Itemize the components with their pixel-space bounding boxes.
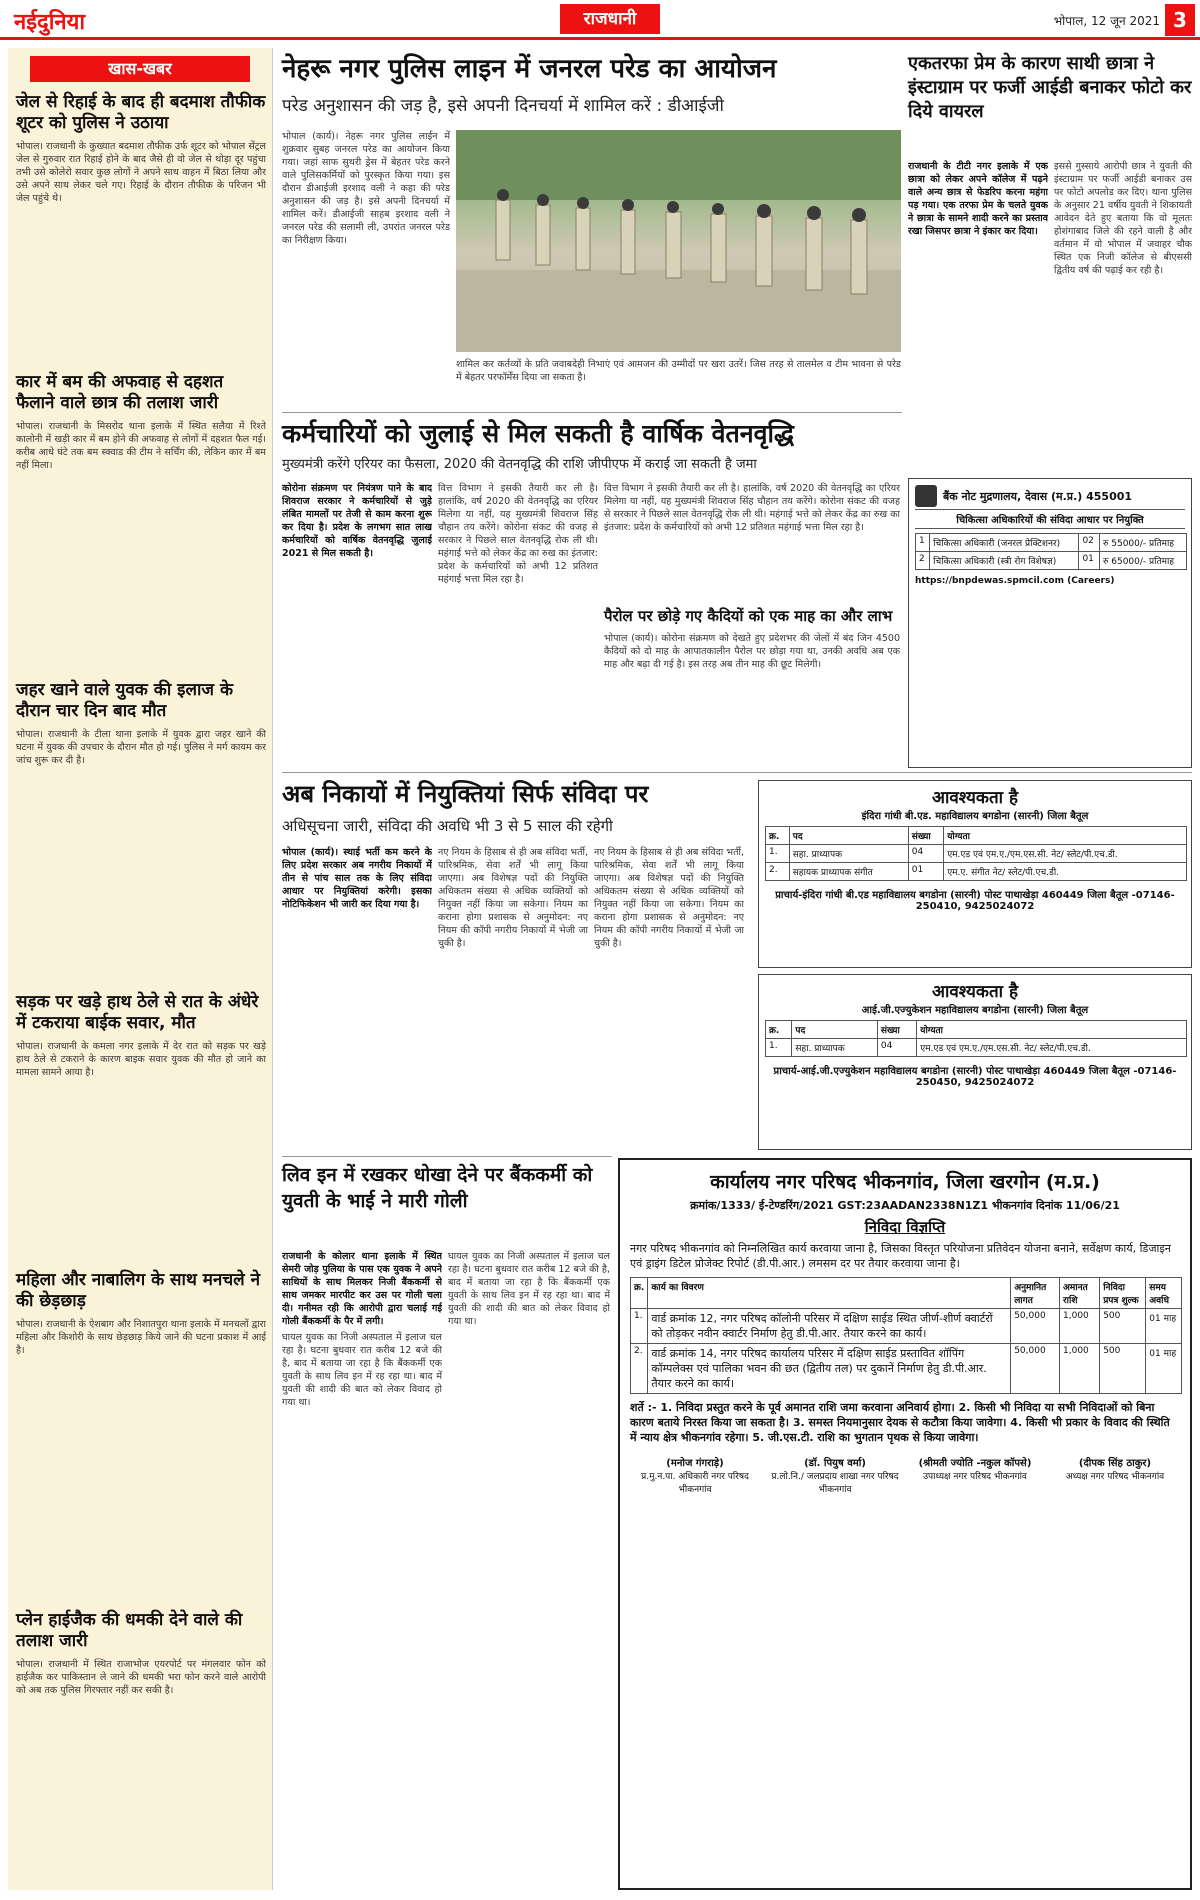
dateline: भोपाल, 12 जून 2021 [1053, 14, 1160, 28]
sidebar-story-headline: प्लेन हाईजैक की धमकी देने वाले की तलाश जारी [16, 1610, 243, 1651]
ad-title: आवश्यकता है [931, 788, 1018, 808]
story3-deck: मुख्यमंत्री करेंगे एरियर का फैसला, 2020 की वेतनवृद्धि की राशि जीपीएफ में कराई जा सकती है जमा [282, 457, 757, 472]
tender-table [630, 1277, 1182, 1394]
tender-notice [618, 1158, 1192, 1890]
table-row: 2. सहायक प्राध्यापक संगीत 01 एम.ए. संगीत नेट/ स्लेट/पी.एच.डी. [766, 863, 1187, 881]
sidebar-label: खास-खबर [30, 56, 250, 82]
story3-body: वित्त विभाग ने इसकी तैयारी कर ली है। हालांकि, वर्ष 2020 की वेतनवृद्धि का एरियर मिलेगा या नहीं, यह मुख्यमंत्री शिवराज सिंह चौहान तय करेंगे। कोरोना संकट की वजह से सरकार ने पिछले साल वेतनवृद्धि रोक ली थी। महंगाई भत्ते को लेकर केंद्र का रुख का इंतजार: प्रदेश के कर्मचारियों को अभी 12 प्रतिशत महंगाई भत्ता मिल रहा है। [438, 483, 598, 585]
table-header: क्र. पद संख्या योग्यता [766, 1021, 1187, 1039]
story5-headline: अब निकायों में नियुक्तियां सिर्फ संविदा पर [282, 780, 649, 808]
story6-lead: राजधानी के कोलार थाना इलाके में स्थित सेमरी जोड़ पुलिया के पास एक युवक ने अपने साथियों के साथ मिलकर निजी बैंककर्मी से साथ जमकर मारपीट कर उस पर गोली चला दी। गनीमत रही कि आरोपी द्वारा चलाई गई गोली बैंककर्मी के पैर में लगी। घायल युवक का निजी अस्पताल में इलाज चल रहा है। घटना बुधवार रात करीब 12 बजे की है, बाद में बताया जा रहा है कि बैंककर्मी एक युवती के साथ लिव इन में रह रहा था। बाद में युवती की शादी की बात को लेकर विवाद हो गया था। [282, 1251, 442, 1408]
table-row: 1. सहा. प्राध्यापक 04 एम.एड एवं एम.ए./एम.एस.सी. नेट/ स्लेट/पी.एच.डी. [766, 1039, 1187, 1057]
sidebar-story-4 [16, 992, 266, 1270]
ad-header [915, 485, 1185, 507]
story5-deck: अधिसूचना जारी, संविदा की अवधि भी 3 से 5 साल की रहेगी [282, 817, 613, 835]
table-row: 2. वार्ड क्रमांक 14, नगर परिषद कार्यालय परिसर में दक्षिण साईड प्रस्तावित शॉपिंग कॉम्पलेक्स एवं पालिका भवन की छत (द्वितीय तल) पर दुकानें निर्माण हेतु डी.पी.आर. तैयार करने का कार्य। 50,000 1,000 500 01 माह [631, 1344, 1182, 1394]
newspaper-logo: नईदुनिया [14, 9, 86, 35]
table-row: 1. वार्ड क्रमांक 12, नगर परिषद कॉलोनी परिसर में दक्षिण साईड स्थित जीर्ण-शीर्ण क्वार्टरों को तोड़कर नवीन क्वार्टर निर्माण हेतु डी.पी.आर. तैयार करने का कार्य। 50,000 1,000 500 01 माह [631, 1309, 1182, 1344]
divider [282, 772, 1192, 773]
story2-lead: राजधानी के टीटी नगर इलाके में एक छात्रा को लेकर अपने कॉलेज में पढ़ने वाले अन्य छात्र से फेडरिप करना महंगा पड़ गया। एक तरफा प्रेम के चलते युवक ने छात्रा के सामने शादी करने का प्रस्ताव रखा जिसपर छात्रा ने इंकार कर दिया। [908, 161, 1048, 237]
story3-lead: कोरोना संक्रमण पर नियंत्रण पाने के बाद शिवराज सरकार ने कर्मचारियों से जुड़े लंबित मामलों पर तेजी से काम करना शुरू कर दिया है। प्रदेश के लगभग सात लाख कर्मचारियों को वार्षिक वेतनवृद्धि जुलाई 2021 से मिल सकती है। [282, 483, 432, 559]
story1-headline: नेहरू नगर पुलिस लाइन में जनरल परेड का आयोजन [282, 54, 777, 84]
sidebar-story-6 [16, 1610, 266, 1884]
signer: (डॉ. पियुष वर्मा) प्र.लो.नि./ जलप्रदाय शाखा नगर परिषद भीकनगांव [771, 1458, 899, 1495]
sidebar-story-5 [16, 1270, 266, 1608]
sidebar-story-headline: महिला और नाबालिग के साथ मनचले ने की छेड़छाड़ [16, 1270, 260, 1311]
signer: (दीपक सिंह ठाकुर) अध्यक्ष नगर परिषद भीकनगांव [1065, 1458, 1165, 1482]
sidebar-story-body: भोपाल। राजधानी के टीला थाना इलाके में युवक द्वारा जहर खाने की घटना में युवक की उपचार के दौरान मौत हो गई। पुलिस ने मर्ग कायम कर जांच शुरू कर दी है। [16, 729, 266, 766]
table-header: क्र. पद संख्या योग्यता [766, 827, 1187, 845]
tender-ref: क्रमांक/1333/ ई-टेण्डरिंग/2021 GST:23AADAN2338N1Z1 भीकनगांव दिनांक 11/06/21 [690, 1199, 1120, 1212]
story1-deck: परेड अनुशासन की जड़ है, इसे अपनी दिनचर्या में शामिल करें : डीआईजी [282, 96, 724, 116]
ad-subtitle: आई.जी.एज्युकेशन महाविद्यालय बगडोना (सारनी) जिला बैतूल [861, 1005, 1089, 1016]
ad-footer: प्राचार्य-आई.जी.एज्युकेशन महाविद्यालय बगडोना (सारनी) पोस्ट पाथाखेड़ा 460449 जिला बैतूल -07146-250450, 9425024072 [773, 1066, 1177, 1088]
ad-url: https://bnpdewas.spmcil.com (Careers) [915, 576, 1115, 586]
bagdona-bed-ad [758, 780, 1192, 968]
signer: (मनोज गंगराड़े) प्र.मु.न.पा. अधिकारी नगर परिषद भीकनगांव [641, 1458, 749, 1495]
story6-headline: लिव इन में रखकर धोखा देने पर बैंककर्मी को युवती के भाई ने मारी गोली [282, 1164, 593, 1212]
bagdona-education-ad [758, 974, 1192, 1150]
story4-body: भोपाल (कार्य)। कोरोना संक्रमण को देखते हुए प्रदेशभर की जेलों में बंद जिन 4500 कैदियों को दो माह के आपातकालीन पैरोल पर छोड़ा गया था, उनकी अवधि अब एक माह और बढ़ा दी गई है। इस तरह अब तीन माह की छूट मिलेगी। [604, 633, 900, 670]
sidebar-story-headline: कार में बम की अफवाह से दहशत फैलाने वाले छात्र की तलाश जारी [16, 372, 224, 413]
tender-terms: शर्ते :- 1. निविदा प्रस्तुत करने के पूर्व अमानत राशि जमा करवाना अनिवार्य होगा। 2. किसी भी निविदा या सभी निविदाओं को बिना कारण बताये निरस्त किया जा सकता है। 3. समस्त नियमानुसार देयक से कटौत्रा किया जावेगा। 4. किसी भी प्रकार के विवाद की स्थिति में न्याय क्षेत्र भीकनगांव रहेगा। 5. जी.एस.टी. राशि का भुगतान पृथक से किया जावेगा। [630, 1401, 1170, 1444]
sidebar-story-headline: जेल से रिहाई के बाद ही बदमाश तौफीक शूटर को पुलिस ने उठाया [16, 92, 266, 133]
sidebar-story-headline: जहर खाने वाले युवक की इलाज के दौरान चार दिन बाद मौत [16, 680, 234, 721]
section-label: राजधानी [560, 4, 660, 34]
story5-body: नए नियम के हिसाब से ही अब संविदा भर्ती, पारिश्रमिक, सेवा शर्तें भी लागू किया जाएगा। अब विशेषज्ञ पदों की नियुक्ति अधिकतम संख्या से अधिक व्यक्तियों को नियुक्त नहीं किया जा सकेगा। नियम का कराना होगा प्रशासक से अनुमोदन: नए नियम की कॉपी नगरीय निकायों में भेजी जा चुकी है। [438, 847, 588, 949]
ad-table [765, 826, 1187, 881]
table-header: क्र. कार्य का विवरण अनुमानित लागत अमानत राशि निविदा प्रपत्र शुल्क समय अवधि [631, 1278, 1182, 1309]
ad-subtitle: चिकित्सा अधिकारियों की संविदा आधार पर नियुक्ति [915, 509, 1185, 529]
sidebar-story-body: भोपाल। राजधानी के कमला नगर इलाके में देर रात को सड़क पर खड़े हाथ ठेले से टकराने के कारण बाइक सवार युवक की मौत हो जाने का मामला सामने आया है। [16, 1041, 266, 1078]
story5-body-cont: नए नियम के हिसाब से ही अब संविदा भर्ती, पारिश्रमिक, सेवा शर्तें भी लागू किया जाएगा। अब विशेषज्ञ पदों की नियुक्ति अधिकतम संख्या से अधिक व्यक्तियों को नियुक्त नहीं किया जा सकेगा। नियम का कराना होगा प्रशासक से अनुमोदन: नए नियम की कॉपी नगरीय निकायों में भेजी जा चुकी है। [594, 847, 744, 949]
ad-subtitle: इंदिरा गांधी बी.एड. महाविद्यालय बगडोना (सारनी) जिला बैतूल [861, 811, 1089, 822]
tender-notice-label: निविदा विज्ञप्ति [864, 1218, 946, 1236]
sidebar-story-1 [16, 92, 266, 362]
tender-title: कार्यालय नगर परिषद भीकनगांव, जिला खरगोन (म.प्र.) [710, 1171, 1100, 1193]
story3-headline: कर्मचारियों को जुलाई से मिल सकती है वार्षिक वेतनवृद्धि [282, 419, 794, 448]
sidebar-story-body: भोपाल। राजधानी के कुख्यात बदमाश तौफीक उर्फ शूटर को भोपाल सेंट्रल जेल से गुरुवार रात रिहाई होने के बाद जैसे ही वो जेल से थोड़ा दूर पहुंचा तभी उसे कोलेरो सवार कुछ लोगों ने अपने साथ वाहन में बिठा लिया और उसे अपने साथ लेकर चले गए। रिहाई के दौरान तौफीक के परिजन भी जेल पहुंचे थे। [16, 141, 266, 204]
photo-caption: शामिल कर कर्तव्यों के प्रति जवाबदेही निभाएं एवं आमजन की उम्मीदों पर खरा उतरें। जिस तरह से तालमेल व टीम भावना से परेड में बेहतर परफॉर्मेंस दिया जा सकता है। [456, 359, 901, 383]
ad-title: बैंक नोट मुद्रणालय, देवास (म.प्र.) 455001 [943, 489, 1133, 503]
table-row: 1. सहा. प्राध्यापक 04 एम.एड एवं एम.ए./एम.एस.सी. नेट/ स्लेट/पी.एच.डी. [766, 845, 1187, 863]
sidebar-story-body: भोपाल। राजधानी के ऐशबाग और निशातपुरा थाना इलाके में मनचलों द्वारा महिला और किशोरी के साथ छेड़छाड़ किये जाने की घटना प्रकाश में आई है। [16, 1319, 266, 1356]
story3-body-cont: वित्त विभाग ने इसकी तैयारी कर ली है। हालांकि, वर्ष 2020 की वेतनवृद्धि का एरियर मिलेगा या नहीं, यह मुख्यमंत्री शिवराज सिंह चौहान तय करेंगे। कोरोना संकट की वजह से सरकार ने पिछले साल वेतनवृद्धि रोक ली थी। महंगाई भत्ते को लेकर केंद्र का रुख का इंतजार: प्रदेश के कर्मचारियों को अभी 12 प्रतिशत महंगाई भत्ता मिल रहा है। [604, 483, 900, 533]
sidebar-story-body: भोपाल। राजधानी में स्थित राजाभोज एयरपोर्ट पर मंगलवार फोन को हाईजैक कर पाकिस्तान ले जाने की धमकी भरा फोन करने वाले आरोपी को अब तक पुलिस गिरफ्तार नहीं कर सकी है। [16, 1659, 266, 1696]
table-row: 1 चिकित्सा अधिकारी (जनरल प्रेक्टिशनर) 02 रु 55000/- प्रतिमाह [916, 534, 1187, 552]
story1-body: भोपाल (कार्य)। नेहरू नगर पुलिस लाईन में शुक्रवार सुबह जनरल परेड का आयोजन किया गया। जहां साफ सुथरी ड्रेस में बेहतर परेड करने वाले पुलिसकर्मियों को पुरस्कृत किया गया। इस दौरान डीआईजी इरशाद वली ने कहा की परेड अनुशासन की जड़ है। इसे अपनी दिनचर्या में शामिल करें। डीआईजी साहब इरशाद वली ने जनरल परेड की सलामी ली, उपरांत जनरल परेड का निरीक्षण किया। [282, 131, 450, 246]
parade-photo [456, 130, 901, 352]
sidebar-story-body: भोपाल। राजधानी के मिसरोद थाना इलाके में स्थित सलैया में रिश्ते कालोनी में खड़ी कार में बम होने की अफवाह से लोगों में दहशत फैल गई। करीब आधे घंटे तक बम स्क्वाड की टीम ने सर्चिंग की, लेकिन कार में बम नहीं मिला। [16, 421, 266, 471]
tender-intro: नगर परिषद भीकनगांव को निम्नलिखित कार्य करवाया जाना है, जिसका विस्तृत परियोजना प्रतिवेदन योजना बनाने, सर्वेक्षण कार्य, डिजाइन एवं ड्राइंग डिटेल प्रोजेक्ट रिपोर्ट (डी.पी.आर.) लमसम दर पर तैयार करवाया जाना है। [630, 1242, 1171, 1270]
divider [282, 412, 902, 413]
table-row: 2 चिकित्सा अधिकारी (स्त्री रोग विशेषज्ञ) 01 रु 65000/- प्रतिमाह [916, 552, 1187, 570]
page-number: 3 [1165, 4, 1195, 36]
divider [282, 1156, 612, 1157]
parade-photo-illustration [456, 130, 901, 352]
story5-lead: भोपाल (कार्य)। स्थाई भर्ती कम करने के लिए प्रदेश सरकार अब नगरीय निकायों में तीन से पांच साल तक के लिए संविदा आधार पर नियुक्तियां करेगी। इसका नोटिफिकेशन भी जारी कर दिया गया है। [282, 847, 432, 910]
tender-signatures [630, 1455, 1180, 1495]
sidebar-story-3 [16, 680, 266, 988]
ad-title: आवश्यकता है [931, 982, 1018, 1002]
sidebar-story-headline: सड़क पर खड़े हाथ ठेले से रात के अंधेरे में टकराया बाईक सवार, मौत [16, 992, 259, 1033]
story4-headline: पैरोल पर छोड़े गए कैदियों को एक माह का और लाभ [604, 607, 893, 625]
story6-body: घायल युवक का निजी अस्पताल में इलाज चल रहा है। घटना बुधवार रात करीब 12 बजे की है, बाद में बताया जा रहा है कि बैंककर्मी एक युवती के साथ लिव इन में रह रहा था। बाद में युवती की शादी की बात को लेकर विवाद हो गया था। [448, 1251, 610, 1327]
ad-table [915, 533, 1187, 570]
banknote-press-ad [908, 478, 1192, 768]
ad-table [765, 1020, 1187, 1057]
story2-body: इससे गुस्साये आरोपी छात्र ने युवती की इंस्टाग्राम पर फर्जी आईडी बनाकर उस पर फोटो अपलोड कर दिए। थाना पुलिस के अनुसार 21 वर्षीय युवती ने शिकायती आवेदन देते हुए बताया कि वो मूलतः होशंगाबाद जिले की रहने वाली है और वर्तमान में वो भोपाल में जवाहर चौक स्थित एक निजी कॉलेज से बीएससी द्वितीय वर्ष की पढ़ाई कर रही है। [1054, 161, 1192, 276]
spmcil-logo-icon [915, 485, 937, 507]
story2-headline: एकतरफा प्रेम के कारण साथी छात्रा ने इंस्टाग्राम पर फर्जी आईडी बनाकर फोटो कर दिये वायरल [908, 53, 1192, 122]
sidebar-story-2 [16, 372, 266, 676]
signer: (श्रीमती ज्योति -नकुल कॉपसे) उपाध्यक्ष नगर परिषद भीकनगांव [918, 1458, 1032, 1482]
ad-footer: प्राचार्य-इंदिरा गांधी बी.एड महाविद्यालय बगडोना (सारनी) पोस्ट पाथाखेड़ा 460449 जिला बैतूल -07146-250410, 9425024072 [775, 890, 1175, 912]
